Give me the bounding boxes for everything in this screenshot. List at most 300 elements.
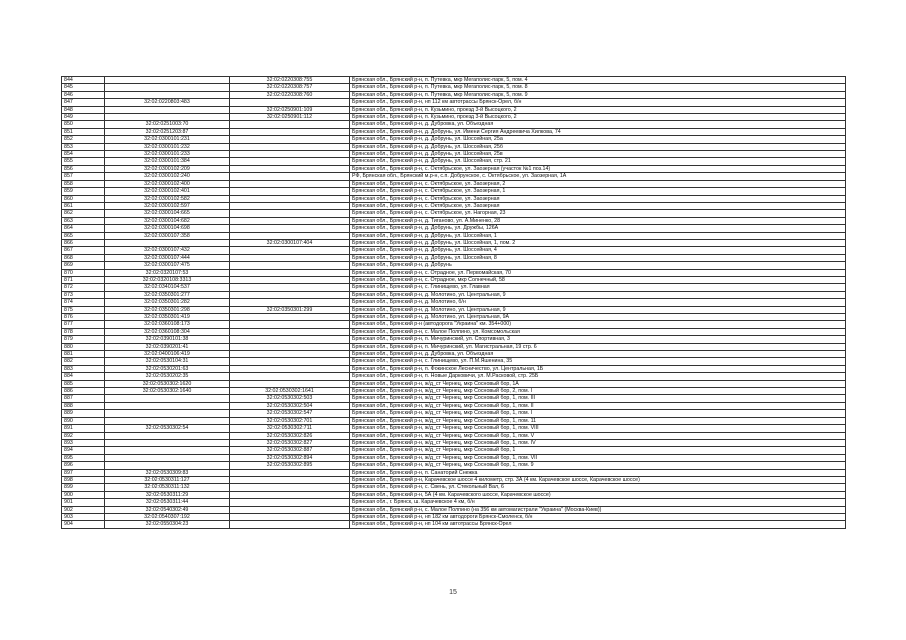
premises-cadastral-number-cell: 32:02:0530302:827 [230, 439, 350, 446]
address-cell: Брянская обл., Брянский р-н, ж/д_ст Чернец, мкр Сосновый бор, 1, пом. 9 [350, 462, 846, 469]
address-cell: Брянская обл., Брянский р-н, нп 182 км автодороги Брянск-Смоленск, б/н [350, 513, 846, 520]
row-number-cell: 851 [62, 128, 105, 135]
address-cell: Брянская обл., Брянский р-н, ж/д_ст Чернец, мкр Сосновый бор, 1, пом. I [350, 410, 846, 417]
row-number-cell: 885 [62, 380, 105, 387]
row-number-cell: 894 [62, 447, 105, 454]
page-number: 15 [449, 589, 457, 596]
cadastral-number-cell: 32:02:0300104:682 [105, 217, 230, 224]
address-cell: Брянская обл., Брянский р-н, с. Глинищево, ул. Главная [350, 284, 846, 291]
cadastral-number-cell [105, 432, 230, 439]
address-cell: Брянская обл., Брянский р-н, п. Путевка, мкр Мегаполис-парк, 5, пом. 8 [350, 84, 846, 91]
address-cell: Брянская обл., Брянский р-н, д. Добрунь, ул. Шоссейная, 1, пом. 2 [350, 239, 846, 246]
address-cell: Брянская обл., Брянский р-н, д. Молотино, ул. Центральная, 9А [350, 314, 846, 321]
address-cell: Брянская обл., Брянский р-н, д. Добрунь, ул. Шоссейная, 4 [350, 247, 846, 254]
row-number-cell: 848 [62, 106, 105, 113]
premises-cadastral-number-cell [230, 351, 350, 358]
table-row [62, 314, 846, 321]
cadastral-number-cell: 32:02:0300101:231 [105, 136, 230, 143]
premises-cadastral-number-cell [230, 173, 350, 180]
row-number-cell: 891 [62, 425, 105, 432]
cadastral-number-cell: 32:02:0530302:1640 [105, 388, 230, 395]
table-row [62, 521, 846, 528]
address-cell: Брянская обл., Брянский р-н, д. Дубровка, ул. Объездная [350, 351, 846, 358]
table-row [62, 462, 846, 469]
table-row [62, 336, 846, 343]
address-cell: Брянская обл., Брянский р-н, п. Новые Дарковичи, ул. М.Расковой, стр. 25Б [350, 373, 846, 380]
cadastral-number-cell [105, 410, 230, 417]
table-row [62, 351, 846, 358]
table-row [62, 365, 846, 372]
cadastral-number-cell [105, 454, 230, 461]
premises-cadastral-number-cell [230, 291, 350, 298]
table-row [62, 491, 846, 498]
table-row [62, 321, 846, 328]
row-number-cell: 860 [62, 195, 105, 202]
row-number-cell: 903 [62, 513, 105, 520]
cadastral-number-cell: 32:02:0300101:384 [105, 158, 230, 165]
cadastral-number-cell: 32:02:0300102:209 [105, 165, 230, 172]
cadastral-number-cell: 32:02:0530302:1620 [105, 380, 230, 387]
premises-cadastral-number-cell [230, 373, 350, 380]
row-number-cell: 852 [62, 136, 105, 143]
premises-cadastral-number-cell [230, 180, 350, 187]
premises-cadastral-number-cell: 32:02:0530302:826 [230, 432, 350, 439]
address-cell: Брянская обл., Брянский р-н, 5А (4 км. Карачевского шоссе, Карачевское шоссе) [350, 491, 846, 498]
address-cell: Брянская обл., Брянский р-н, ж/д_ст Чернец, мкр Сосновый бор, 1, пом. IV [350, 439, 846, 446]
premises-cadastral-number-cell: 32:02:0530302:701 [230, 417, 350, 424]
address-cell: Брянская обл., Брянский р-н, п. Путевка, мкр Мегаполис-парк, 5, пом. 9 [350, 91, 846, 98]
table-body [62, 77, 846, 529]
premises-cadastral-number-cell [230, 365, 350, 372]
table-row [62, 373, 846, 380]
table-row [62, 99, 846, 106]
premises-cadastral-number-cell [230, 328, 350, 335]
cadastral-number-cell: 32:02:0350301:277 [105, 291, 230, 298]
table-row [62, 262, 846, 269]
row-number-cell: 882 [62, 358, 105, 365]
row-number-cell: 893 [62, 439, 105, 446]
address-cell: Брянская обл., Брянский р-н, с. Отрадное, мкр Солнечный, 58 [350, 276, 846, 283]
address-cell: Брянская обл., Брянский р-н, ж/д_ст Чернец, мкр Сосновый бор, 1 [350, 447, 846, 454]
table-row [62, 84, 846, 91]
premises-cadastral-number-cell [230, 202, 350, 209]
premises-cadastral-number-cell [230, 158, 350, 165]
cadastral-number-cell [105, 91, 230, 98]
premises-cadastral-number-cell: 32:02:0250901:109 [230, 106, 350, 113]
table-row [62, 388, 846, 395]
premises-cadastral-number-cell: 32:02:0530302:547 [230, 410, 350, 417]
cadastral-register-table [61, 76, 846, 529]
address-cell: Брянская обл., Брянский р-н, д. Добрунь, ул. Шоссейная, 25а [350, 136, 846, 143]
row-number-cell: 846 [62, 91, 105, 98]
cadastral-number-cell: 32:02:0300102:597 [105, 202, 230, 209]
premises-cadastral-number-cell [230, 284, 350, 291]
table-row [62, 454, 846, 461]
row-number-cell: 897 [62, 469, 105, 476]
row-number-cell: 872 [62, 284, 105, 291]
cadastral-number-cell: 32:02:0300107:432 [105, 247, 230, 254]
premises-cadastral-number-cell [230, 484, 350, 491]
premises-cadastral-number-cell: 32:02:0530302:504 [230, 402, 350, 409]
table-row [62, 232, 846, 239]
premises-cadastral-number-cell [230, 269, 350, 276]
cadastral-number-cell: 32:02:0530302:54 [105, 425, 230, 432]
row-number-cell: 898 [62, 476, 105, 483]
address-cell: Брянская обл., Брянский р-н, с. Октябрьское, ул. Заозерная [350, 202, 846, 209]
row-number-cell: 895 [62, 454, 105, 461]
table-row [62, 143, 846, 150]
address-cell: Брянская обл., Брянский р-н, ж/д_ст Чернец, мкр Сосновый бор, 1, пом. II [350, 402, 846, 409]
table-row [62, 513, 846, 520]
table-row [62, 217, 846, 224]
table-row [62, 284, 846, 291]
premises-cadastral-number-cell [230, 165, 350, 172]
table-row [62, 476, 846, 483]
cadastral-number-cell: 32:02:0251003:70 [105, 121, 230, 128]
cadastral-number-cell: 32:02:0300102:400 [105, 180, 230, 187]
address-cell: Брянская обл., Брянский р-н, с. Октябрьское, ул. Заозерная, 1 [350, 188, 846, 195]
address-cell: Брянская обл., Брянский р-н, с. Октябрьское, ул. Нагорная, 23 [350, 210, 846, 217]
table-row [62, 469, 846, 476]
table-row [62, 402, 846, 409]
premises-cadastral-number-cell [230, 476, 350, 483]
cadastral-number-cell: 32:02:0300107:475 [105, 262, 230, 269]
table-row [62, 395, 846, 402]
row-number-cell: 900 [62, 491, 105, 498]
table-row [62, 91, 846, 98]
row-number-cell: 892 [62, 432, 105, 439]
cadastral-number-cell: 32:02:0350301:282 [105, 299, 230, 306]
table-row [62, 128, 846, 135]
premises-cadastral-number-cell [230, 336, 350, 343]
row-number-cell: 862 [62, 210, 105, 217]
row-number-cell: 874 [62, 299, 105, 306]
cadastral-number-cell: 32:02:0390101:38 [105, 336, 230, 343]
table-row [62, 328, 846, 335]
address-cell: РФ, Брянская обл., Брянский м.р-н, с.п. Добрунское, с. Октябрьское, ул. Заозерная, 1А [350, 173, 846, 180]
premises-cadastral-number-cell [230, 491, 350, 498]
address-cell: Брянская обл., Брянский р-н, п. Фокинское Лесничество, ул. Центральная, 1Б [350, 365, 846, 372]
row-number-cell: 845 [62, 84, 105, 91]
table-row [62, 114, 846, 121]
table-row [62, 358, 846, 365]
address-cell: Брянская обл., Брянский р-н, ж/д_ст Чернец, мкр Сосновый бор, 1, пом. V [350, 432, 846, 439]
row-number-cell: 850 [62, 121, 105, 128]
premises-cadastral-number-cell [230, 99, 350, 106]
table-row [62, 269, 846, 276]
row-number-cell: 904 [62, 521, 105, 528]
cadastral-number-cell: 32:02:0530311:127 [105, 476, 230, 483]
cadastral-number-cell: 32:02:0360108:304 [105, 328, 230, 335]
row-number-cell: 864 [62, 225, 105, 232]
table-row [62, 165, 846, 172]
row-number-cell: 896 [62, 462, 105, 469]
cadastral-number-cell: 32:02:0530202:35 [105, 373, 230, 380]
cadastral-number-cell: 32:02:0300101:232 [105, 143, 230, 150]
table-row [62, 410, 846, 417]
row-number-cell: 865 [62, 232, 105, 239]
premises-cadastral-number-cell [230, 299, 350, 306]
cadastral-number-cell: 32:02:0530311:44 [105, 499, 230, 506]
cadastral-number-cell: 32:02:0300102:582 [105, 195, 230, 202]
cadastral-number-cell [105, 439, 230, 446]
cadastral-number-cell [105, 462, 230, 469]
row-number-cell: 859 [62, 188, 105, 195]
table-row [62, 299, 846, 306]
premises-cadastral-number-cell [230, 188, 350, 195]
address-cell: Брянская обл., Брянский р-н, д. Добрунь, ул. Дружбы, 126А [350, 225, 846, 232]
premises-cadastral-number-cell [230, 128, 350, 135]
cadastral-number-cell: 32:02:0530311:29 [105, 491, 230, 498]
row-number-cell: 871 [62, 276, 105, 283]
row-number-cell: 853 [62, 143, 105, 150]
table-row [62, 432, 846, 439]
cadastral-number-cell [105, 395, 230, 402]
cadastral-number-cell: 32:02:0300102:401 [105, 188, 230, 195]
premises-cadastral-number-cell [230, 499, 350, 506]
row-number-cell: 867 [62, 247, 105, 254]
table-row [62, 499, 846, 506]
address-cell: Брянская обл., Брянский р-н, п. Путевка, мкр Мегаполис-парк, 5, пом. 4 [350, 77, 846, 84]
address-cell: Брянская обл., Брянский р-н, д. Добрунь, ул. Шоссейная, 1 [350, 232, 846, 239]
row-number-cell: 849 [62, 114, 105, 121]
address-cell: Брянская обл., Брянский р-н, ж/д_ст Чернец, мкр Сосновый бор, 1, пом. VIII [350, 425, 846, 432]
row-number-cell: 868 [62, 254, 105, 261]
table-row [62, 151, 846, 158]
address-cell: Брянская обл., Брянский р-н, нп 112 км автотрассы Брянск-Орел, б/н [350, 99, 846, 106]
row-number-cell: 890 [62, 417, 105, 424]
address-cell: Брянская обл., Брянский р-н, д. Дубровка, ул. Объездная [350, 121, 846, 128]
table-row [62, 484, 846, 491]
address-cell: Брянская обл., Брянский р-н, с. Малое Полпино, ул. Комсомольская [350, 328, 846, 335]
address-cell: Брянская обл., Брянский р-н, д. Добрунь, ул. Шоссейная, стр. 21 [350, 158, 846, 165]
row-number-cell: 877 [62, 321, 105, 328]
address-cell: Брянская обл., Брянский р-н, д. Молотино, ул. Центральная, 9 [350, 306, 846, 313]
cadastral-number-cell: 32:02:0530311:132 [105, 484, 230, 491]
premises-cadastral-number-cell [230, 151, 350, 158]
row-number-cell: 881 [62, 351, 105, 358]
row-number-cell: 880 [62, 343, 105, 350]
table-row [62, 225, 846, 232]
address-cell: Брянская обл., Брянский р-н, с. Глинищево, ул. П.М.Яшенина, 35 [350, 358, 846, 365]
premises-cadastral-number-cell [230, 232, 350, 239]
table-row [62, 447, 846, 454]
row-number-cell: 855 [62, 158, 105, 165]
row-number-cell: 902 [62, 506, 105, 513]
address-cell: Брянская обл., Брянский р-н, нп 104 км автотрассы Брянск-Орел [350, 521, 846, 528]
row-number-cell: 873 [62, 291, 105, 298]
cadastral-number-cell [105, 84, 230, 91]
cadastral-number-cell: 32:02:0360108:173 [105, 321, 230, 328]
cadastral-number-cell [105, 447, 230, 454]
address-cell: Брянская обл., Брянский р-н, п. Кузьмино, проезд 3-й Высоцкого, 2 [350, 114, 846, 121]
table-row [62, 417, 846, 424]
premises-cadastral-number-cell [230, 321, 350, 328]
row-number-cell: 899 [62, 484, 105, 491]
cadastral-number-cell: 32:02:0340104:537 [105, 284, 230, 291]
address-cell: Брянская обл., Брянский р-н, с. Малое Полпино (на 356 км автомагистрали "Украина" (Москва-Киев)) [350, 506, 846, 513]
row-number-cell: 876 [62, 314, 105, 321]
premises-cadastral-number-cell: 32:02:0530302:887 [230, 447, 350, 454]
row-number-cell: 863 [62, 217, 105, 224]
cadastral-number-cell: 32:02:0540302:49 [105, 506, 230, 513]
table-row [62, 306, 846, 313]
row-number-cell: 883 [62, 365, 105, 372]
table-row [62, 77, 846, 84]
cadastral-number-cell: 32:02:0220803:483 [105, 99, 230, 106]
cadastral-number-cell [105, 239, 230, 246]
row-number-cell: 884 [62, 373, 105, 380]
cadastral-number-cell: 32:02:0300107:444 [105, 254, 230, 261]
premises-cadastral-number-cell [230, 210, 350, 217]
premises-cadastral-number-cell [230, 143, 350, 150]
premises-cadastral-number-cell: 32:02:0530302:894 [230, 454, 350, 461]
cadastral-number-cell: 32:02:0390201:41 [105, 343, 230, 350]
table-row [62, 136, 846, 143]
premises-cadastral-number-cell: 32:02:0220308:755 [230, 77, 350, 84]
premises-cadastral-number-cell: 32:02:0220308:760 [230, 91, 350, 98]
table-row [62, 247, 846, 254]
cadastral-number-cell: 32:02:0320108:3313 [105, 276, 230, 283]
row-number-cell: 875 [62, 306, 105, 313]
table-row [62, 195, 846, 202]
premises-cadastral-number-cell [230, 469, 350, 476]
row-number-cell: 889 [62, 410, 105, 417]
address-cell: Брянская обл., Брянский р-н (автодорога "Украина" км. 354+000) [350, 321, 846, 328]
address-cell: Брянская обл., Брянский р-н, д. Молотино, ул. Центральная, 9 [350, 291, 846, 298]
cadastral-number-cell: 32:02:0530201:63 [105, 365, 230, 372]
address-cell: Брянская обл., Брянский р-н, с. Свень, ул. Стекольный Вал, 6 [350, 484, 846, 491]
address-cell: Брянская обл., Брянский р-н, п. Мичуринский, ул. Спортивная, 3 [350, 336, 846, 343]
cadastral-number-cell: 32:02:0300104:698 [105, 225, 230, 232]
row-number-cell: 847 [62, 99, 105, 106]
cadastral-number-cell: 32:02:0350301:419 [105, 314, 230, 321]
premises-cadastral-number-cell [230, 314, 350, 321]
address-cell: Брянская обл., Брянский р-н, с. Отрадное, ул. Первомайская, 70 [350, 269, 846, 276]
premises-cadastral-number-cell [230, 262, 350, 269]
address-cell: Брянская обл., Брянский р-н, ж/д_ст Чернец, мкр Сосновый бор, 1, пом. 11 [350, 417, 846, 424]
premises-cadastral-number-cell: 32:02:0350301:299 [230, 306, 350, 313]
address-cell: Брянская обл., Брянский р-н, п. Санаторий Снежка [350, 469, 846, 476]
premises-cadastral-number-cell: 32:02:0530302:711 [230, 425, 350, 432]
address-cell: Брянская обл., Брянский р-н, д. Молотино, б/н [350, 299, 846, 306]
cadastral-number-cell: 32:02:0251203:87 [105, 128, 230, 135]
table-row [62, 506, 846, 513]
address-cell: Брянская обл., Брянский р-н, д. Добрунь [350, 262, 846, 269]
premises-cadastral-number-cell [230, 195, 350, 202]
row-number-cell: 861 [62, 202, 105, 209]
address-cell: Брянская обл., Брянский р-н, п. Мичуринский, ул. Магистральная, 19 стр. 6 [350, 343, 846, 350]
table-row [62, 380, 846, 387]
row-number-cell: 858 [62, 180, 105, 187]
cadastral-number-cell [105, 106, 230, 113]
row-number-cell: 879 [62, 336, 105, 343]
table-row [62, 439, 846, 446]
cadastral-number-cell: 32:02:0530104:31 [105, 358, 230, 365]
premises-cadastral-number-cell [230, 276, 350, 283]
address-cell: Брянская обл., Брянский р-н, д. Тиганово, ул. А.Миненко, 28 [350, 217, 846, 224]
cadastral-number-cell [105, 417, 230, 424]
premises-cadastral-number-cell [230, 217, 350, 224]
premises-cadastral-number-cell [230, 225, 350, 232]
row-number-cell: 878 [62, 328, 105, 335]
cadastral-number-cell: 32:02:0300101:233 [105, 151, 230, 158]
row-number-cell: 869 [62, 262, 105, 269]
cadastral-number-cell: 32:02:0300104:665 [105, 210, 230, 217]
address-cell: Брянская обл., Брянский р-н, д. Добрунь, ул. Шоссейная, 25б [350, 143, 846, 150]
premises-cadastral-number-cell [230, 380, 350, 387]
address-cell: Брянская обл., Брянский р-н, с. Октябрьское, ул. Заозерная (участок №1 поз.14) [350, 165, 846, 172]
cadastral-number-cell: 32:02:0540307:192 [105, 513, 230, 520]
table-row [62, 188, 846, 195]
row-number-cell: 901 [62, 499, 105, 506]
row-number-cell: 866 [62, 239, 105, 246]
cadastral-number-cell: 32:02:0550304:23 [105, 521, 230, 528]
address-cell: Брянская обл., Брянский р-н, с. Октябрьское, ул. Заозерная [350, 195, 846, 202]
premises-cadastral-number-cell: 32:02:0300107:404 [230, 239, 350, 246]
row-number-cell: 886 [62, 388, 105, 395]
premises-cadastral-number-cell [230, 254, 350, 261]
row-number-cell: 844 [62, 77, 105, 84]
premises-cadastral-number-cell: 32:02:0530302:1641 [230, 388, 350, 395]
cadastral-number-cell: 32:02:0350301:298 [105, 306, 230, 313]
table-row [62, 291, 846, 298]
premises-cadastral-number-cell [230, 506, 350, 513]
table-row [62, 254, 846, 261]
premises-cadastral-number-cell [230, 121, 350, 128]
table-row [62, 343, 846, 350]
cadastral-number-cell [105, 77, 230, 84]
address-cell: Брянская обл., Брянский р-н, д. Добрунь, ул. Имени Сергия Андреевича Хилкова, 74 [350, 128, 846, 135]
address-cell: Брянская обл., г. Брянск, ш. Карачевское 4 км, б/н [350, 499, 846, 506]
table-row [62, 202, 846, 209]
address-cell: Брянская обл., Брянский р-н, ж/д_ст Чернец, мкр Сосновый бор, 1, пом. VII [350, 454, 846, 461]
address-cell: Брянская обл., Брянский р-н, ж/д_ст Чернец, мкр Сосновый бор, 2, пом. I [350, 388, 846, 395]
cadastral-number-cell: 32:02:0530309:83 [105, 469, 230, 476]
cadastral-number-cell: 32:02:0300107:358 [105, 232, 230, 239]
premises-cadastral-number-cell: 32:02:0530302:895 [230, 462, 350, 469]
premises-cadastral-number-cell [230, 358, 350, 365]
cadastral-number-cell: 32:02:0320107:53 [105, 269, 230, 276]
address-cell: Брянская обл., Брянский р-н, ж/д_ст Чернец, мкр Сосновый бор, 1, пом. III [350, 395, 846, 402]
cadastral-number-cell: 32:02:0400106:419 [105, 351, 230, 358]
table-row [62, 173, 846, 180]
address-cell: Брянская обл., Брянский р-н, д. Добрунь, ул. Шоссейная, 8 [350, 254, 846, 261]
address-cell: Брянская обл., Брянский р-н, Карачевское шоссе 4 километр, стр. 3А (4 км. Карачевское шоссе, Карачевское шоссе) [350, 476, 846, 483]
premises-cadastral-number-cell: 32:02:0250901:112 [230, 114, 350, 121]
address-cell: Брянская обл., Брянский р-н, с. Октябрьское, ул. Заозерная, 2 [350, 180, 846, 187]
premises-cadastral-number-cell [230, 136, 350, 143]
table-row [62, 239, 846, 246]
table-row [62, 425, 846, 432]
row-number-cell: 888 [62, 402, 105, 409]
row-number-cell: 887 [62, 395, 105, 402]
address-cell: Брянская обл., Брянский р-н, ж/д_ст Чернец, мкр Сосновый бор, 1А [350, 380, 846, 387]
row-number-cell: 857 [62, 173, 105, 180]
cadastral-number-cell: 32:02:0300102:240 [105, 173, 230, 180]
cadastral-number-cell [105, 114, 230, 121]
table-row [62, 276, 846, 283]
table-row [62, 158, 846, 165]
cadastral-number-cell [105, 402, 230, 409]
table-row [62, 210, 846, 217]
premises-cadastral-number-cell [230, 343, 350, 350]
premises-cadastral-number-cell: 32:02:0220308:757 [230, 84, 350, 91]
premises-cadastral-number-cell [230, 513, 350, 520]
address-cell: Брянская обл., Брянский р-н, д. Добрунь, ул. Шоссейная, 25в [350, 151, 846, 158]
row-number-cell: 856 [62, 165, 105, 172]
row-number-cell: 854 [62, 151, 105, 158]
